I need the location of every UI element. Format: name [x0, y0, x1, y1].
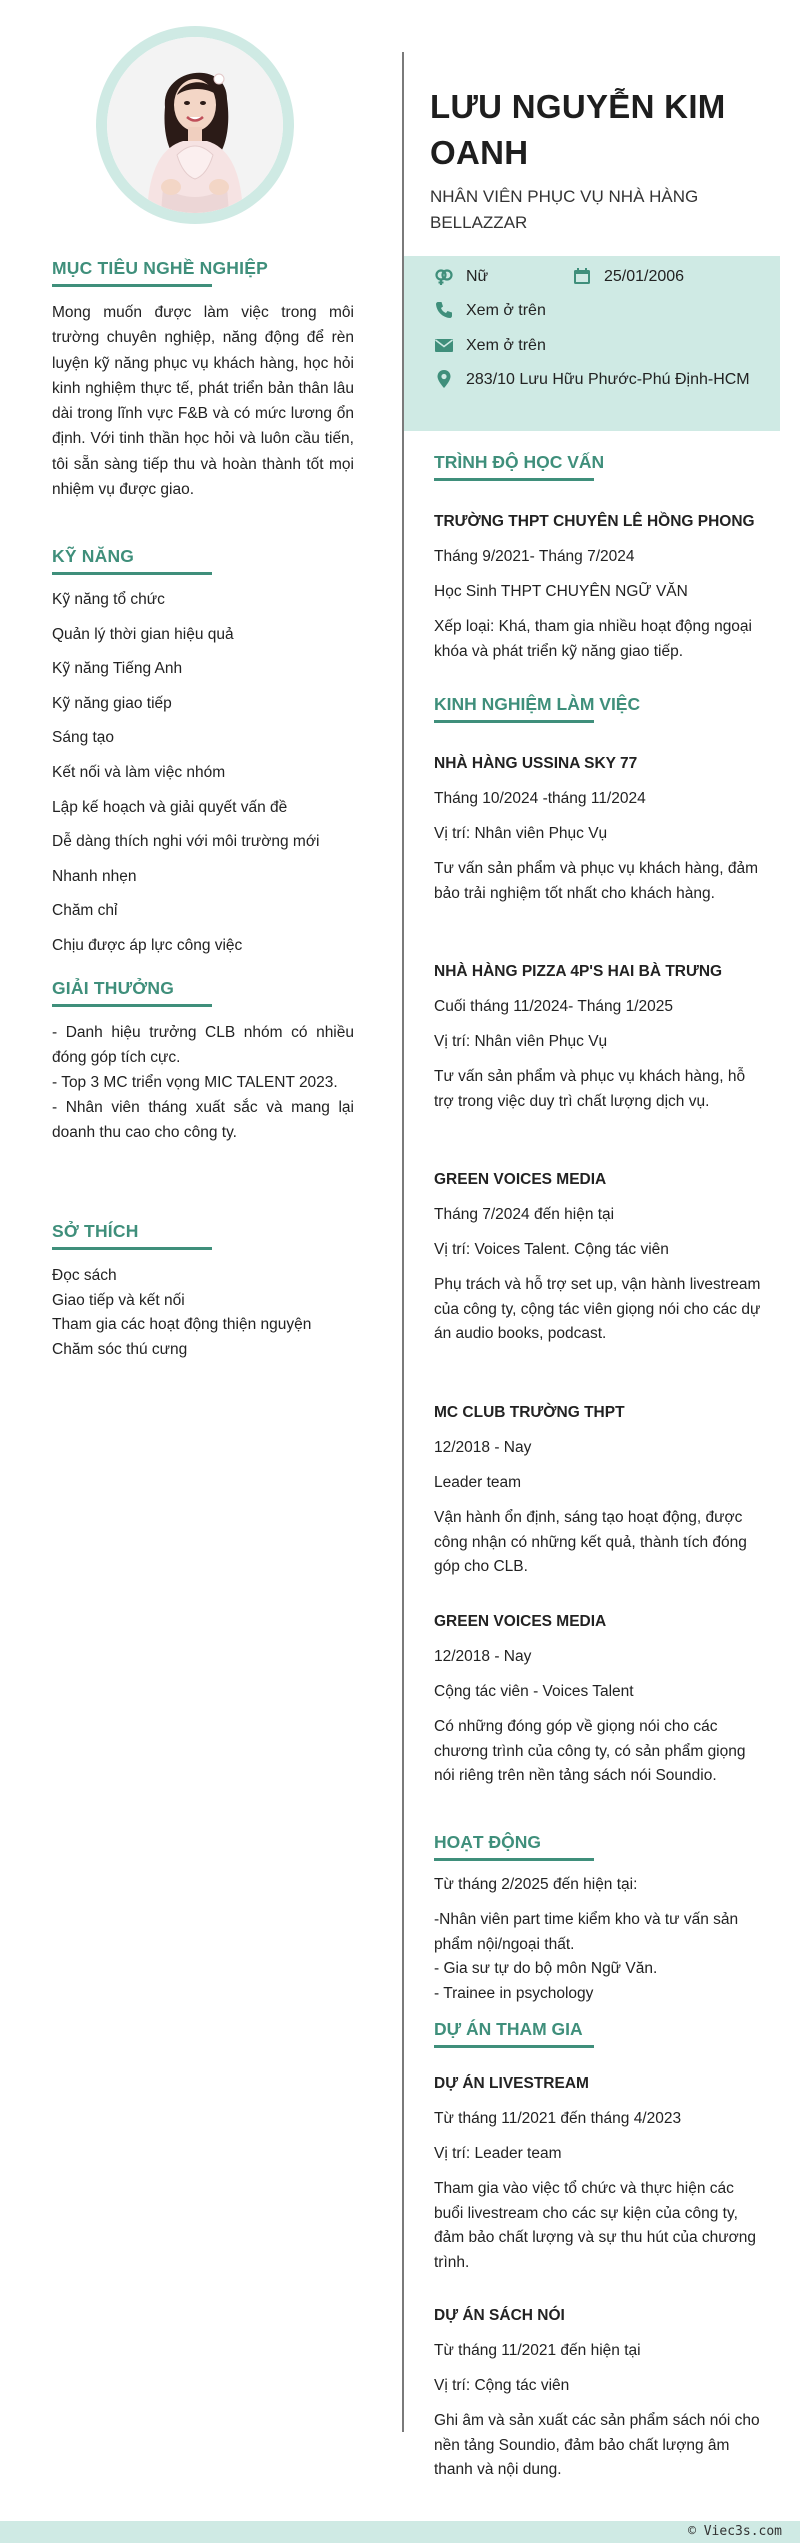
location-pin-icon: [434, 369, 454, 389]
list-item: Lập kế hoạch và giải quyết vấn đề: [52, 798, 288, 816]
contact-phone: [434, 298, 546, 323]
education-entry: [434, 510, 764, 664]
hobbies-list: [52, 1264, 311, 1362]
project-period: Từ tháng 11/2021 đến tháng 4/2023: [434, 2110, 682, 2127]
projects-section: [434, 2019, 583, 2045]
company-name: NHÀ HÀNG PIZZA 4P'S HAI BÀ TRƯNG: [434, 963, 723, 980]
calendar-icon: [572, 266, 592, 286]
contact-box: [404, 256, 780, 431]
skills-title: KỸ NĂNG: [52, 546, 134, 572]
work-role: Leader team: [434, 1474, 522, 1491]
company-name: MC CLUB TRƯỜNG THPT: [434, 1404, 625, 1421]
activities-entry: [434, 1873, 764, 2006]
activity-line: -Nhân viên part time kiểm kho và tư vấn sản phẩm nội/ngoại thất.: [434, 1911, 739, 1953]
list-item: Quản lý thời gian hiệu quả: [52, 625, 234, 643]
work-period: 12/2018 - Nay: [434, 1439, 532, 1456]
list-item: Kỹ năng giao tiếp: [52, 694, 172, 712]
experience-title: KINH NGHIỆM LÀM VIỆC: [434, 694, 640, 720]
experience-entry: [434, 1401, 764, 1580]
list-item: Chăm sóc thú cưng: [52, 1340, 188, 1358]
list-item: Giao tiếp và kết nối: [52, 1291, 185, 1309]
work-role: Vị trí: Nhân viên Phục Vụ: [434, 1033, 608, 1050]
email-value: Xem ở trên: [466, 337, 546, 354]
activities-period: Từ tháng 2/2025 đến hiện tại:: [434, 1876, 638, 1893]
avatar: [107, 37, 283, 213]
company-name: NHÀ HÀNG USSINA SKY 77: [434, 755, 638, 772]
work-period: Tháng 7/2024 đến hiện tại: [434, 1206, 615, 1223]
list-item: Kết nối và làm việc nhóm: [52, 763, 226, 781]
avatar-photo: [107, 37, 283, 213]
footer-bar: [0, 2521, 800, 2543]
activity-line: - Gia sư tự do bộ môn Ngữ Văn.: [434, 1960, 658, 1977]
project-role: Vị trí: Leader team: [434, 2145, 562, 2162]
education-section: [434, 452, 604, 478]
education-note: Xếp loại: Khá, tham gia nhiều hoạt động ngoại khóa và phát triển kỹ năng giao tiếp.: [434, 618, 752, 660]
birthdate-value: 25/01/2006: [604, 268, 685, 285]
school-name: TRƯỜNG THPT CHUYÊN LÊ HỒNG PHONG: [434, 513, 755, 530]
list-item: Chăm chỉ: [52, 902, 118, 920]
project-name: DỰ ÁN SÁCH NÓI: [434, 2307, 565, 2324]
work-description: Tư vấn sản phẩm và phục vụ khách hàng, hỗ trợ trong việc duy trì chất lượng dịch vụ.: [434, 1068, 746, 1110]
project-entry: [434, 2304, 764, 2483]
projects-title: DỰ ÁN THAM GIA: [434, 2019, 583, 2045]
list-item: Sáng tạo: [52, 729, 115, 747]
list-item: Tham gia các hoạt động thiện nguyện: [52, 1316, 312, 1333]
list-item: Chịu được áp lực công việc: [52, 936, 243, 954]
experience-section: [434, 694, 640, 720]
address-value: 283/10 Lưu Hữu Phước-Phú Định-HCM: [466, 371, 750, 388]
phone-icon: [434, 300, 454, 320]
project-name: DỰ ÁN LIVESTREAM: [434, 2075, 589, 2092]
experience-entry: [434, 1610, 764, 1789]
activities-title: HOẠT ĐỘNG: [434, 1832, 541, 1858]
project-description: Tham gia vào việc tổ chức và thực hiện các buổi livestream cho các sự kiện của công ty, đảm bảo chất lượng và sự thu hút của chương trình.: [434, 2180, 757, 2271]
work-period: 12/2018 - Nay: [434, 1648, 532, 1665]
work-description: Tư vấn sản phẩm và phục vụ khách hàng, đảm bảo trải nghiệm tốt nhất cho khách hàng.: [434, 860, 759, 902]
project-period: Từ tháng 11/2021 đến hiện tại: [434, 2342, 641, 2359]
objective-text: Mong muốn được làm việc trong môi trường chuyên nghiệp, năng động để rèn luyện kỹ năng phục vụ khách hàng, học hỏi kinh nghiệm thực tế, phát triển bản thân lâu dài trong lĩnh vực F&B và có mức lương ổn định. Với tinh thần học hỏi và luôn cầu tiến, tôi sẵn sàng tiếp thu và hoàn thành tốt mọi nhiệm vụ được giao.: [52, 304, 354, 499]
experience-entry: [434, 752, 764, 906]
awards-list: [52, 1020, 354, 1145]
education-major: Học Sinh THPT CHUYÊN NGỮ VĂN: [434, 583, 688, 600]
work-period: Tháng 10/2024 -tháng 11/2024: [434, 790, 646, 807]
list-item: Kỹ năng tổ chức: [52, 591, 165, 608]
contact-birthdate: [572, 264, 684, 289]
contact-address: [434, 367, 754, 392]
hobbies-title: SỞ THÍCH: [52, 1221, 139, 1247]
list-item: Dễ dàng thích nghi với môi trường mới: [52, 833, 320, 851]
awards-title: GIẢI THƯỞNG: [52, 978, 174, 1004]
skills-list: [52, 588, 319, 969]
contact-email: [434, 333, 546, 358]
list-item: Nhanh nhẹn: [52, 867, 137, 885]
education-title: TRÌNH ĐỘ HỌC VẤN: [434, 452, 604, 478]
left-column: [52, 26, 354, 1358]
candidate-name: LƯU NGUYỄN KIM OANH: [430, 88, 726, 171]
experience-entry: [434, 1168, 764, 1347]
work-period: Cuối tháng 11/2024- Tháng 1/2025: [434, 998, 674, 1015]
activity-line: - Trainee in psychology: [434, 1984, 594, 2002]
contact-gender: [434, 264, 488, 289]
company-name: GREEN VOICES MEDIA: [434, 1171, 607, 1188]
watermark: © Viec3s.com: [688, 2524, 782, 2539]
list-item: Đọc sách: [52, 1267, 117, 1284]
experience-entry: [434, 960, 764, 1114]
education-period: Tháng 9/2021- Tháng 7/2024: [434, 548, 635, 565]
list-item: - Nhân viên tháng xuất sắc và mang lại doanh thu cao cho công ty.: [52, 1099, 354, 1141]
objective-title: MỤC TIÊU NGHỀ NGHIỆP: [52, 258, 268, 284]
gender-value: Nữ: [466, 268, 489, 285]
mail-icon: [434, 335, 454, 355]
project-description: Ghi âm và sản xuất các sản phẩm sách nói cho nền tảng Soundio, đảm bảo chất lượng âm thanh và nội dung.: [434, 2412, 760, 2478]
work-description: Vận hành ổn định, sáng tạo hoạt động, được công nhận có những kết quả, thành tích đóng góp cho CLB.: [434, 1509, 747, 1575]
job-title: NHÂN VIÊN PHỤC VỤ NHÀ HÀNG BELLAZZAR: [430, 187, 699, 232]
work-role: Vị trí: Voices Talent. Cộng tác viên: [434, 1241, 669, 1258]
work-role: Vị trí: Nhân viên Phục Vụ: [434, 825, 608, 842]
list-item: - Top 3 MC triển vọng MIC TALENT 2023.: [52, 1074, 338, 1091]
work-role: Cộng tác viên - Voices Talent: [434, 1683, 634, 1700]
project-role: Vị trí: Cộng tác viên: [434, 2377, 570, 2394]
list-item: Kỹ năng Tiếng Anh: [52, 660, 183, 678]
avatar-ring: [96, 26, 294, 224]
work-description: Phụ trách và hỗ trợ set up, vận hành livestream của công ty, cộng tác viên giọng nói cho các dự án audio books, podcast.: [434, 1276, 761, 1342]
gender-icon: [434, 266, 454, 286]
list-item: - Danh hiệu trưởng CLB nhóm có nhiều đóng góp tích cực.: [52, 1024, 354, 1066]
activities-section: [434, 1832, 541, 1858]
company-name: GREEN VOICES MEDIA: [434, 1613, 607, 1630]
work-description: Có những đóng góp về giọng nói cho các chương trình của công ty, có sản phẩm giọng nói riêng trên nền tảng sách nói Soundio.: [434, 1718, 746, 1784]
phone-value: Xem ở trên: [466, 302, 546, 319]
project-entry: [434, 2072, 764, 2275]
